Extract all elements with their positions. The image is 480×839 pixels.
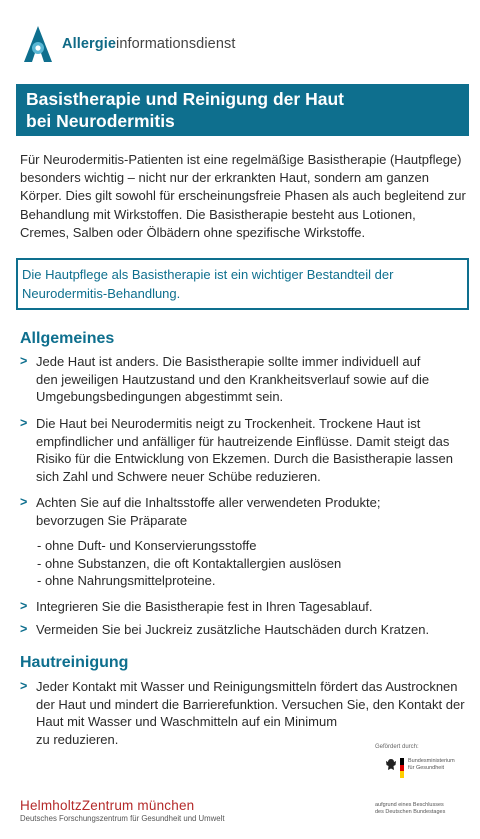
bullet-list-hautreinigung (20, 678, 470, 748)
chevron-right-icon: > (20, 599, 28, 613)
bundestag-decision: aufgrund eines Beschlusses des Deutschen Bundestages (375, 802, 446, 815)
chevron-right-icon: > (20, 416, 28, 430)
highlight-callout (16, 258, 469, 310)
allergy-a-logo-icon (22, 24, 54, 64)
list-item: - ohne Nahrungsmittelproteine. (37, 573, 216, 588)
list-item: > Jede Haut ist anders. Die Basistherapie sollte immer individuell auf den jeweiligen Hautzustand und den Krankheitsverlauf sowie auf die Umgebungsbedingungen abgestimmt sein. (20, 354, 430, 404)
ministry-name: Bundesministerium für Gesundheit (408, 758, 455, 771)
chevron-right-icon: > (20, 622, 28, 636)
bullet-list-allgemeines (20, 353, 470, 406)
bullet-list-allgemeines-2 (20, 415, 470, 485)
helmholtz-name: HelmholtzZentrum münchen (20, 798, 195, 813)
sublist-ingredients (20, 537, 470, 590)
list-item: > Achten Sie auf die Inhaltsstoffe aller verwendeten Produkte; bevorzugen Sie Präparate (20, 495, 381, 528)
federal-ministry-logo (385, 758, 475, 778)
funding-label: Gefördert durch: (375, 744, 419, 750)
list-item: > Jeder Kontakt mit Wasser und Reinigungsmitteln fördert das Austrocknen der Haut und mindert die Barrierefunktion. Versuchen Sie, den Kontakt der Haut mit Wasser und Waschmitteln auf ein Minimum zu reduzieren. (20, 679, 465, 747)
chevron-right-icon: > (20, 495, 28, 509)
intro-paragraph: Für Neurodermitis-Patienten ist eine regelmäßige Basistherapie (Hautpflege) besonders wichtig – nicht nur der erkrankten Haut, sondern am ganzen Körper. Dies gilt sowohl für erscheinungsfreie Phasen als auch begleitend zur Behandlung mit Wirkstoffen. Die Basistherapie besteht aus Lotionen, Cremes, Salben oder Ölbädern ohne spezifische Wirkstoffe. (20, 152, 466, 240)
funding-notice (375, 744, 475, 816)
chevron-right-icon: > (20, 679, 28, 693)
section-heading-hautreinigung: Hautreinigung (20, 654, 129, 671)
chevron-right-icon: > (20, 354, 28, 368)
page-title (16, 84, 469, 136)
bullet-list-allgemeines-4 (20, 598, 470, 616)
federal-eagle-icon (385, 758, 397, 772)
title-line-2: bei Neurodermitis (26, 111, 175, 131)
list-item: > Integrieren Sie die Basistherapie fest in Ihren Tagesablauf. (20, 599, 373, 614)
bullet-list-allgemeines-3 (20, 494, 470, 529)
list-item: > Die Haut bei Neurodermitis neigt zu Trockenheit. Trockene Haut ist empfindlicher und anfälliger für hautreizende Einflüsse. Damit steigt das Risiko für die Entwicklung von Ekzemen. Durch die Basistherapie lassen sich Zahl und Schwere neuer Schübe reduzieren. (20, 416, 453, 484)
list-item: - ohne Duft- und Konservierungsstoffe (37, 538, 257, 553)
helmholtz-subtitle: Deutsches Forschungszentrum für Gesundheit und Umwelt (20, 814, 225, 823)
german-flag-icon (400, 758, 404, 778)
allergy-info-logo (22, 24, 235, 64)
list-item: > Vermeiden Sie bei Juckreiz zusätzliche Hautschäden durch Kratzen. (20, 622, 430, 637)
logo-wordmark: Allergieinformationsdienst (62, 36, 236, 52)
section-heading-allgemeines: Allgemeines (20, 330, 115, 347)
list-item: - ohne Substanzen, die oft Kontaktallergien auslösen (37, 555, 342, 571)
callout-line-1: Die Hautpflege als Basistherapie ist ein wichtiger Bestandteil der (22, 267, 394, 282)
title-line-1: Basistherapie und Reinigung der Haut (26, 89, 344, 109)
helmholtz-logo (20, 798, 225, 823)
bullet-list-allgemeines-5 (20, 621, 470, 639)
callout-line-2: Neurodermitis-Behandlung. (22, 286, 181, 301)
